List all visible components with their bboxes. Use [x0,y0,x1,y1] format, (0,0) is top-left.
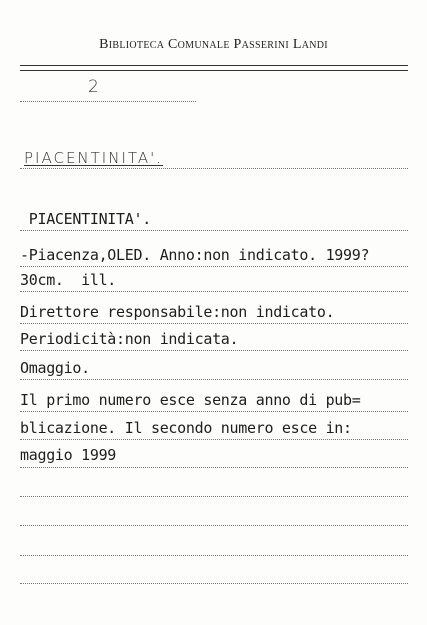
entry-line: blicazione. Il secondo numero esce in: [20,419,352,437]
dotted-rule [20,555,408,556]
entry-line: -Piacenza,OLED. Anno:non indicato. 1999? [20,246,370,264]
dotted-rule [20,350,408,351]
dotted-rule [20,496,408,497]
dotted-rule [20,291,408,292]
entry-line: 30cm. ill. [20,271,117,289]
dotted-rule [20,168,408,169]
dotted-rule [20,230,408,231]
dotted-rule [20,266,408,267]
header-double-rule [20,65,408,71]
dotted-rule [20,411,408,412]
handwritten-card-number: 2 [88,77,99,97]
dotted-rule [20,583,408,584]
entry-line: maggio 1999 [20,446,117,464]
handwritten-title: PIACENTINITA'. [24,149,164,167]
entry-title-line: PIACENTINITA'. [20,210,151,228]
entry-line: Omaggio. [20,359,90,377]
dotted-rule [20,379,408,380]
entry-line: Il primo numero esce senza anno di pub= [20,391,361,409]
entry-line: Periodicità:non indicata. [20,330,239,348]
dotted-rule [20,101,196,102]
dotted-rule [20,525,408,526]
entry-line: Direttore responsabile:non indicato. [20,303,335,321]
dotted-rule [20,439,408,440]
dotted-rule [20,323,408,324]
dotted-rule [20,467,408,468]
library-header: Biblioteca Comunale Passerini Landi [99,37,328,52]
